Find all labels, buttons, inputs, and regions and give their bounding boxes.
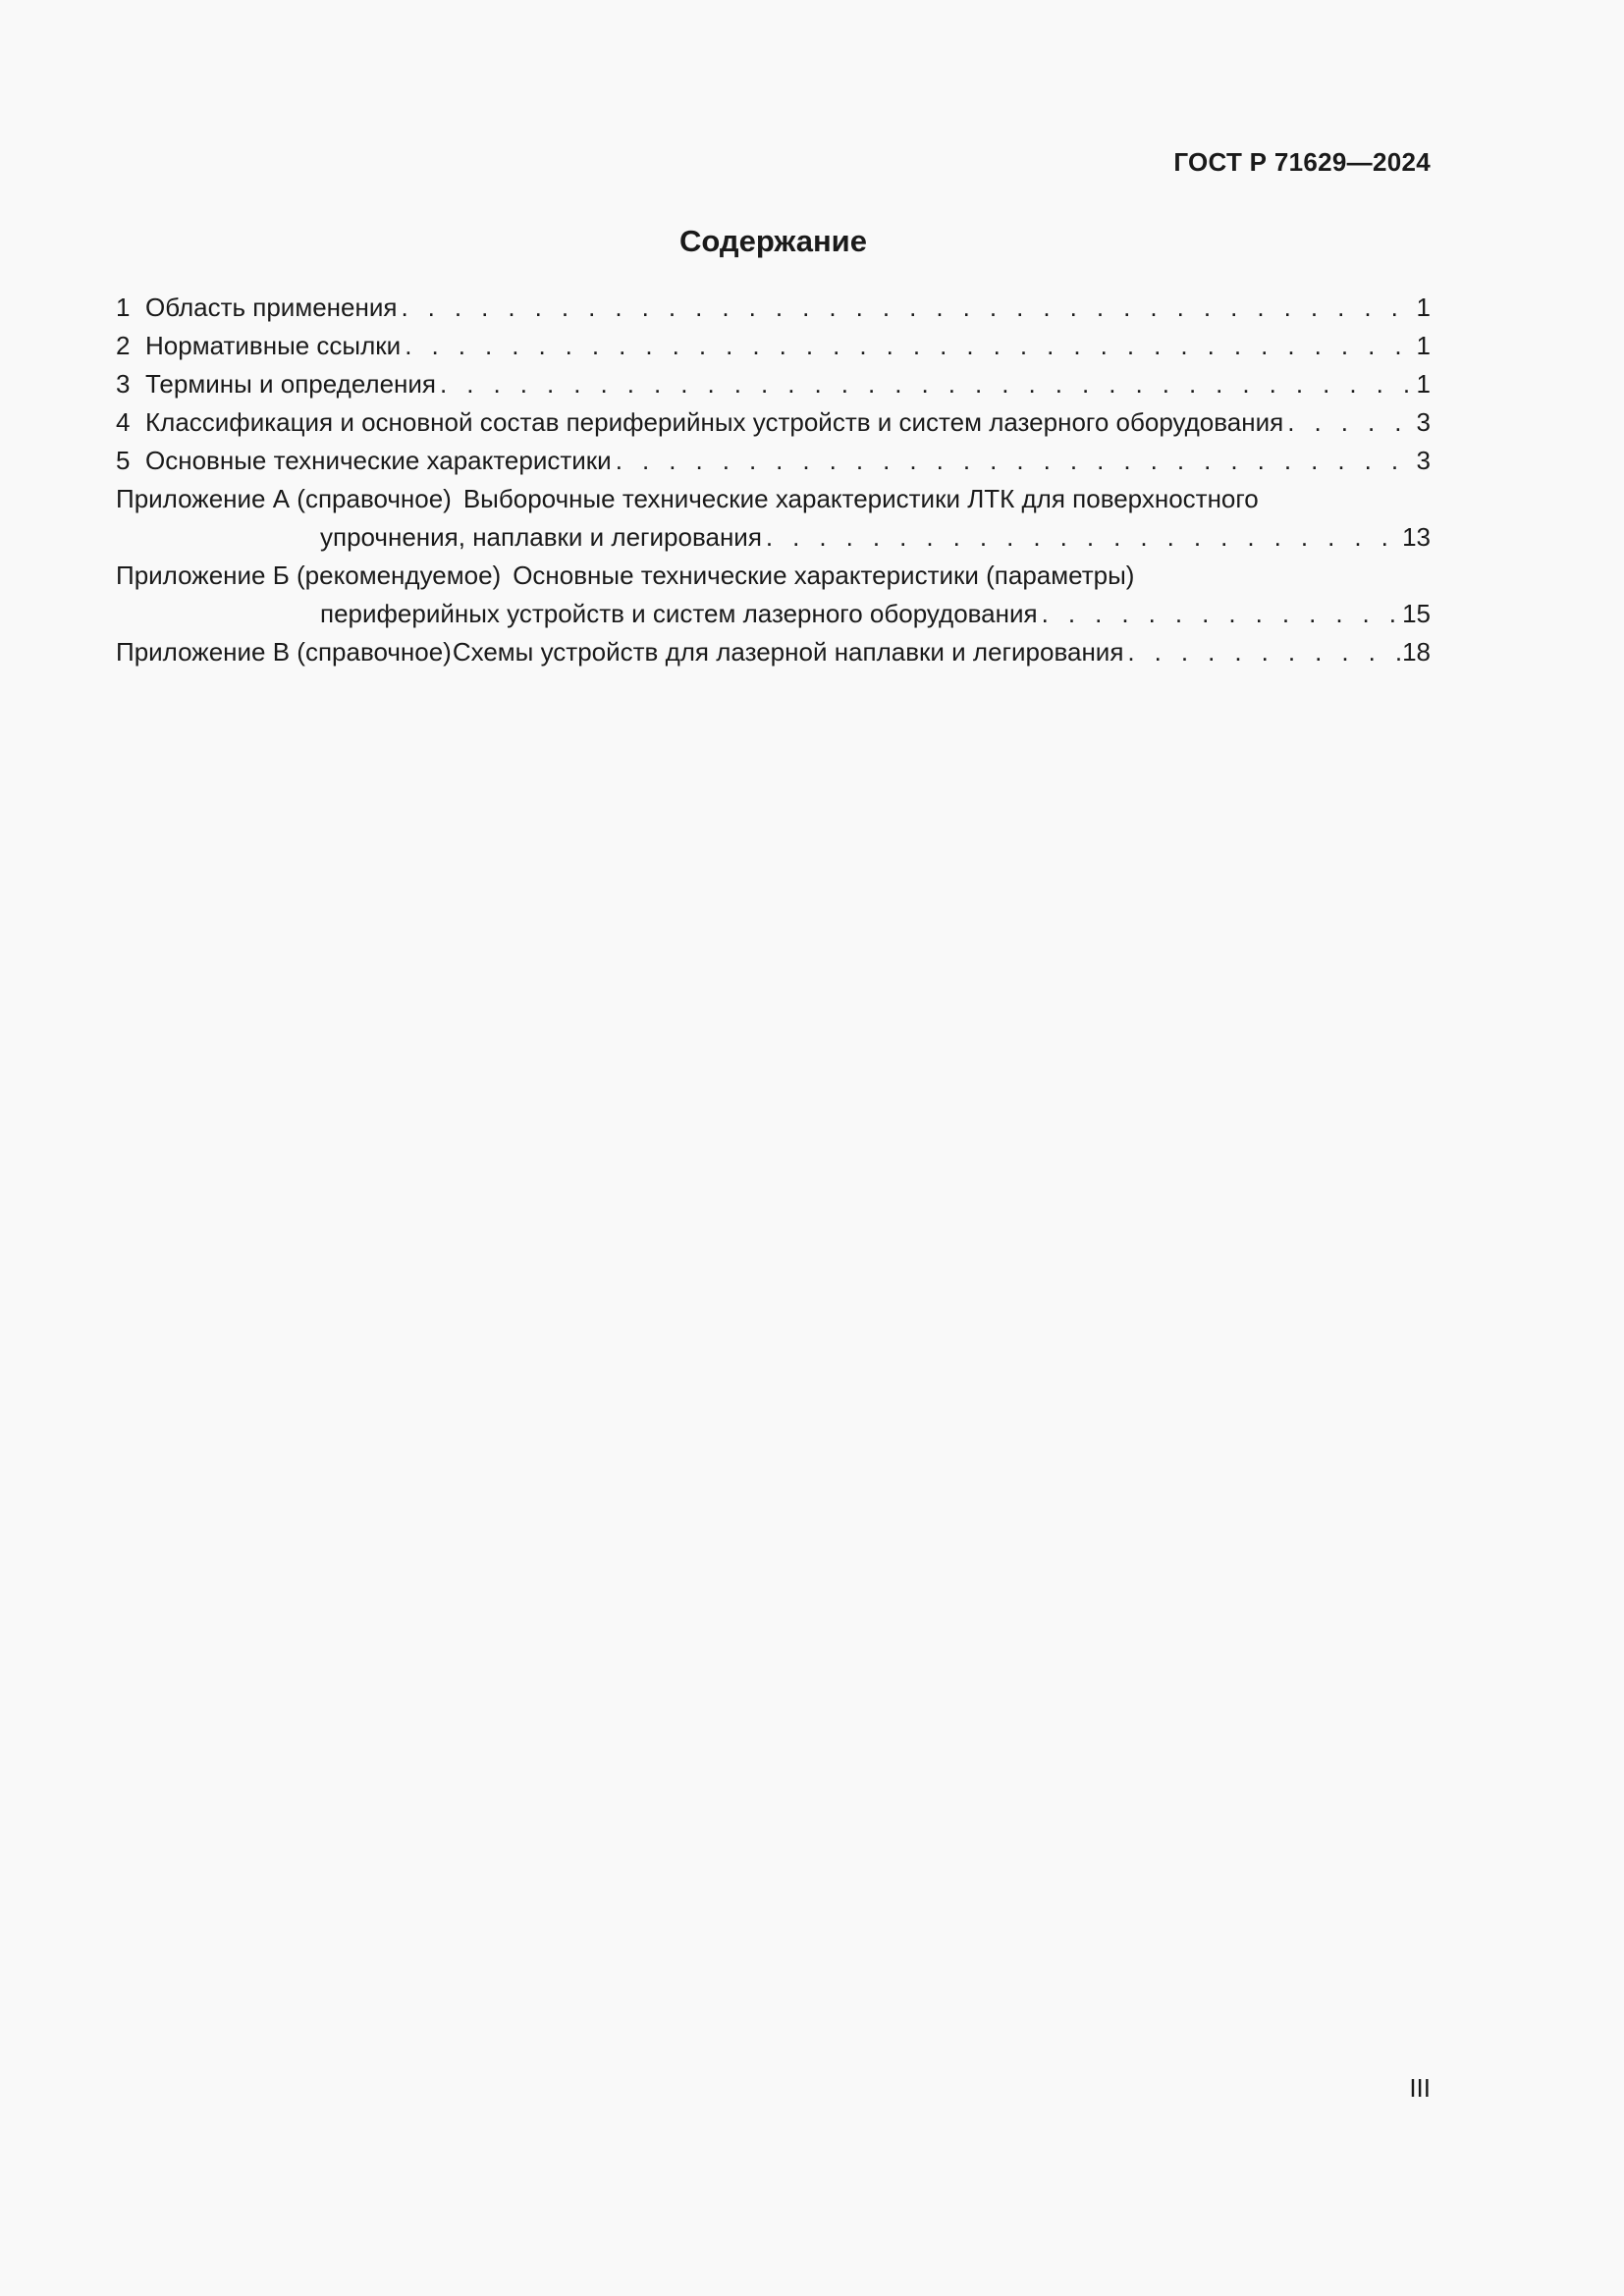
appendix-label: Приложение Б (рекомендуемое): [116, 561, 502, 590]
toc-entry-text: Термины и определения: [145, 369, 437, 399]
document-code: ГОСТ Р 71629—2024: [1173, 147, 1431, 177]
toc-entry-number: 3: [116, 369, 131, 399]
toc-appendix-a-continued[interactable]: [116, 518, 1431, 557]
toc-entry-5[interactable]: [116, 442, 1431, 480]
toc-appendix-b[interactable]: [116, 557, 1431, 595]
page-number: III: [1409, 2073, 1431, 2103]
toc-entry-page: 1: [1416, 293, 1431, 322]
toc-title: Содержание: [679, 224, 867, 258]
dot-leader: [1042, 595, 1400, 633]
toc-appendix-a[interactable]: [116, 480, 1431, 518]
toc-entry-1[interactable]: [116, 289, 1431, 327]
toc-entry-page: 18: [1402, 637, 1431, 667]
appendix-title-line: периферийных устройств и систем лазерного оборудования: [320, 599, 1038, 628]
table-of-contents: [116, 289, 1431, 671]
toc-entry-page: 13: [1402, 522, 1431, 552]
appendix-title-line: упрочнения, наплавки и легирования: [320, 522, 762, 552]
dot-leader: [440, 365, 1415, 403]
toc-appendix-v[interactable]: [116, 633, 1431, 671]
toc-entry-page: 15: [1402, 599, 1431, 628]
toc-entry-number: 1: [116, 293, 131, 322]
toc-entry-text: Основные технические характеристики: [145, 446, 612, 475]
toc-entry-page: 1: [1416, 369, 1431, 399]
dot-leader: [1127, 633, 1400, 671]
appendix-label: Приложение А (справочное): [116, 484, 452, 513]
toc-entry-page: 1: [1416, 331, 1431, 360]
appendix-title-line: Выборочные технические характеристики ЛТК для поверхностного: [462, 484, 1259, 513]
toc-entry-4[interactable]: [116, 403, 1431, 442]
dot-leader: [405, 327, 1414, 365]
dot-leader: [1287, 403, 1414, 442]
dot-leader: [401, 289, 1414, 327]
appendix-label: Приложение В (справочное): [116, 637, 452, 667]
toc-entry-number: 2: [116, 331, 131, 360]
toc-entry-text: Классификация и основной состав периферийных устройств и систем лазерного оборудования: [145, 407, 1284, 437]
toc-entry-page: 3: [1416, 407, 1431, 437]
appendix-title-line: Схемы устройств для лазерной наплавки и легирования: [452, 637, 1124, 667]
dot-leader: [766, 518, 1400, 557]
appendix-title-line: Основные технические характеристики (параметры): [513, 561, 1135, 590]
toc-appendix-b-continued[interactable]: [116, 595, 1431, 633]
toc-entry-text: Область применения: [145, 293, 398, 322]
toc-entry-text: Нормативные ссылки: [145, 331, 402, 360]
toc-entry-page: 3: [1416, 446, 1431, 475]
toc-entry-number: 4: [116, 407, 131, 437]
toc-entry-2[interactable]: [116, 327, 1431, 365]
dot-leader: [616, 442, 1415, 480]
toc-entry-number: 5: [116, 446, 131, 475]
toc-entry-3[interactable]: [116, 365, 1431, 403]
